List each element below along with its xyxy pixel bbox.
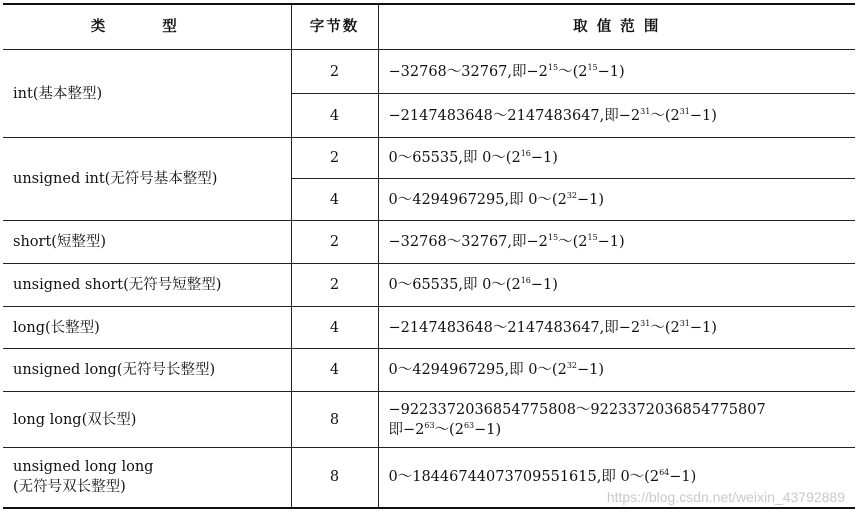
range-line-1: −9223372036854775808～9223372036854775807: [388, 401, 766, 418]
range-cell: 0～18446744073709551615,即 $0\sim(2^{64}-1)$: [378, 448, 855, 508]
type-cell: long(长整型): [3, 307, 291, 349]
table-row: [3, 50, 855, 94]
type-cell: unsigned int(无符号基本整型): [3, 138, 291, 221]
type-line-1: unsigned long long: [13, 459, 154, 476]
type-cell: [3, 448, 291, 508]
bytes-cell: 4: [291, 307, 378, 349]
table-row: [3, 392, 855, 448]
range-cell: −32768～32767,即$-2^{15}\sim(2^{15}-1)$: [388, 62, 625, 80]
range-cell: 0～65535,即 $0\sim(2^{16}-1)$: [378, 138, 855, 179]
type-cell: unsigned short(无符号短整型): [3, 264, 291, 307]
header-range: 取 值 范 围: [378, 4, 855, 50]
watermark-text: https://blog.csdn.net/weixin_43792889: [606, 489, 845, 505]
range-cell: [378, 392, 855, 448]
range-cell: 0～65535,即 $0\sim(2^{16}-1)$: [378, 264, 855, 307]
range-cell: −2147483648～2147483647,即$-2^{31}\sim(2^{31}-1)$: [378, 94, 855, 138]
bytes-cell: 8: [291, 392, 378, 448]
table-row: [3, 264, 855, 307]
bytes-cell: 4: [291, 349, 378, 392]
range-cell: 0～4294967295,即 $0\sim(2^{32}-1)$: [378, 179, 855, 221]
table-row: [3, 349, 855, 392]
bytes-cell: 8: [291, 448, 378, 508]
table-row: [3, 221, 855, 264]
header-type: 类 型: [3, 4, 291, 50]
bytes-cell: 2: [291, 221, 378, 264]
bytes-cell: 4: [291, 94, 378, 138]
table-row: [3, 307, 855, 349]
type-cell: short(短整型): [3, 221, 291, 264]
bytes-cell: 2: [291, 264, 378, 307]
range-cell: −32768～32767,即$-2^{15}\sim(2^{15}-1)$: [378, 221, 855, 264]
range-cell: 0～4294967295,即 $0\sim(2^{32}-1)$: [378, 349, 855, 392]
table-row: [3, 138, 855, 179]
bytes-cell: 2: [291, 50, 378, 94]
bytes-cell: 4: [291, 179, 378, 221]
type-cell: unsigned long(无符号长整型): [3, 349, 291, 392]
bytes-cell: 2: [291, 138, 378, 179]
header-bytes: 字节数: [291, 4, 378, 50]
table-header-row: [3, 4, 855, 50]
type-line-2: (无符号双长整型): [13, 479, 126, 496]
type-cell: int(基本整型): [3, 50, 291, 138]
type-cell: long long(双长型): [3, 392, 291, 448]
integer-types-table: [3, 3, 855, 509]
range-cell: −2147483648～2147483647,即$-2^{31}\sim(2^{31}-1)$: [378, 307, 855, 349]
range-line-2: 即$-2^{63}\sim(2^{63}-1)$: [388, 420, 502, 438]
